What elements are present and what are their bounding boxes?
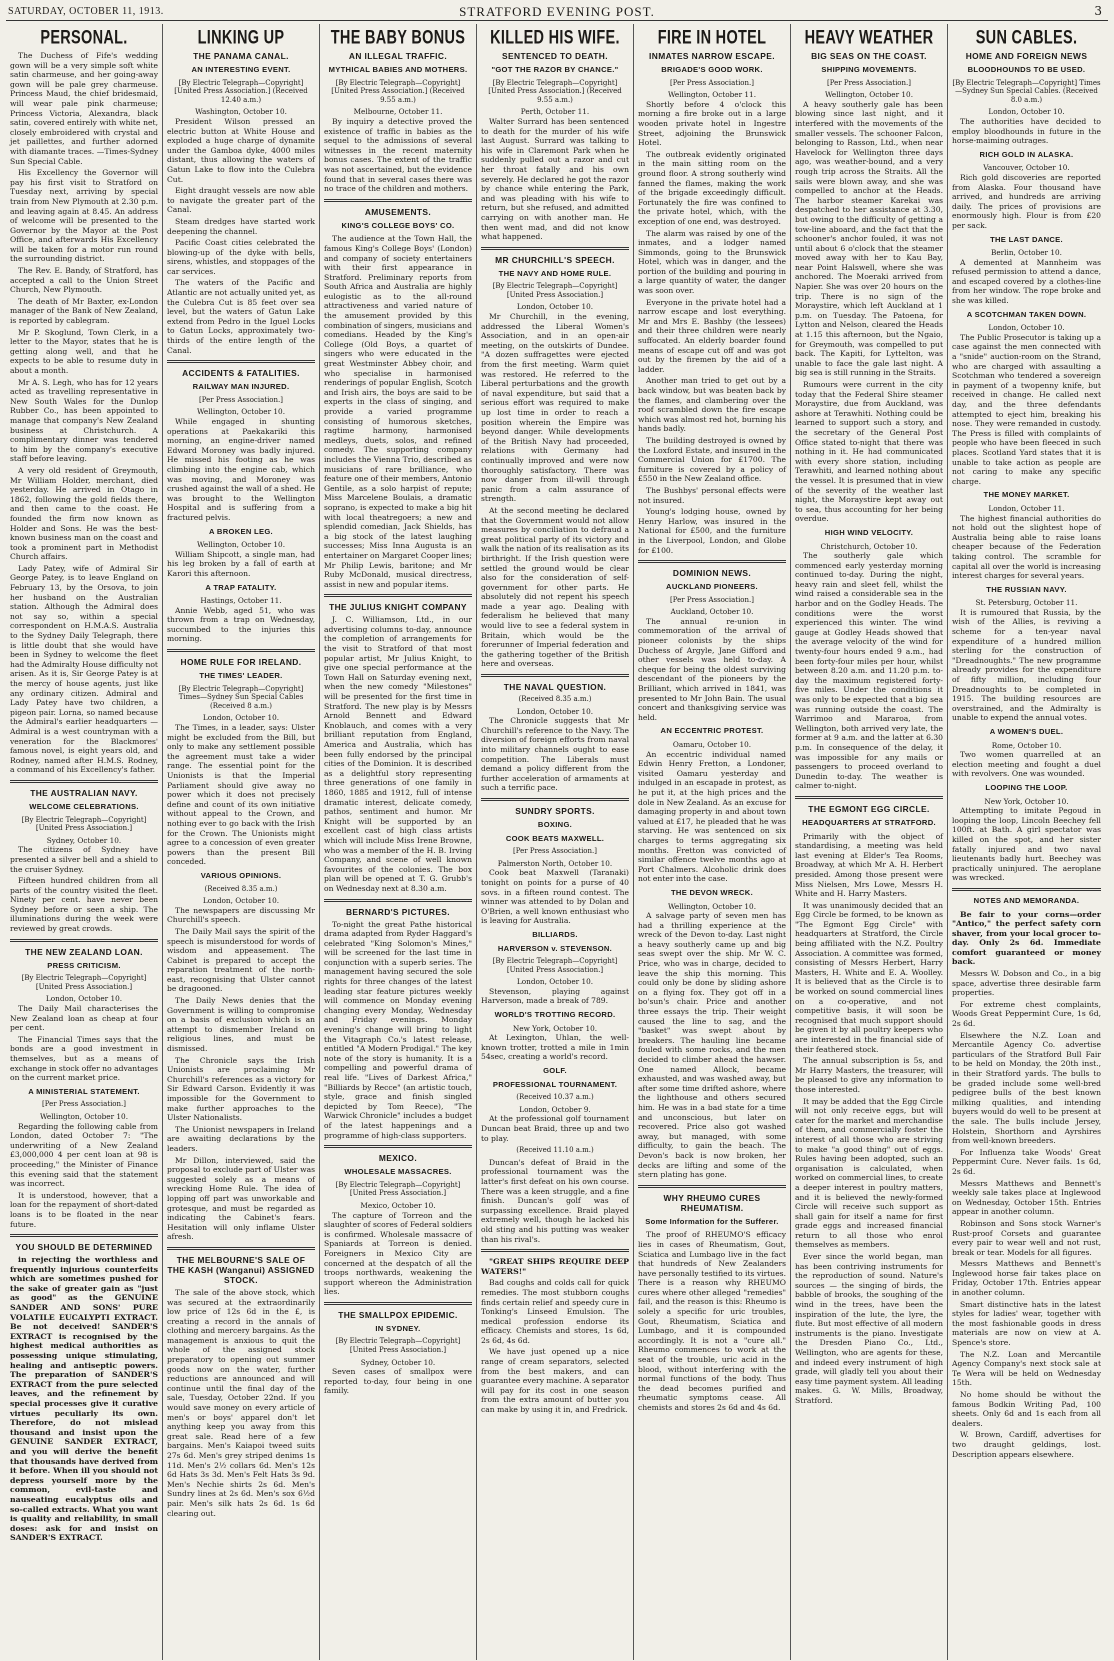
paragraph: The proof of RHEUMO'S efficacy lies in cases of Rheumatism, Gout, Sciatica and Lumbago live in the fact that hundreds of New Zealanders have personally testified to its virtues. There is a reason why RHEUMO cures where other alleged "remedies" fail, and the reason is this: Rheumo is solely a specific for uric troubles, Gout, Rheumatism, Sciatica and Lumbago, and it is compounded accordingly. It is not a "cure all." Rheumo commences to work at the seat of the trouble, uric acid in the blood, without interfering with the normal functions of the body. Thus the dead becomes purified and rheumatic symptoms cease. All chemists and stores 2s 6d and 4s 6d.: [638, 1230, 786, 1412]
dateline: London, October 10.: [202, 713, 280, 723]
paragraph: The Duchess of Fife's wedding gown will be a very simple soft white satin charmeuse, and her going-away gown will be pale grey charmeuse. Princess Maud, the chief bridesmaid, will wear pale pink charmeuse; Princess Victoria, Alexandra, black satin, covered entirely with white net, closely embroidered with crystal and jet paillettes, and further adorned with diamante traces. —Times-Sydney Sun Special Cable.: [10, 51, 158, 166]
paragraph: The waters of the Pacific and Atlantic are not actually united yet, as the Culebra Cut is 85 feet over sea level, but the waters of Gatun Lake extend from Pedro in the Iguel Locks to Gatun Locks, approximately two-thirds of the entire length of the Canal.: [167, 278, 315, 355]
section-divider: [10, 780, 158, 783]
dateline: Wellington, October 10.: [196, 540, 286, 550]
subheadline: A SCOTCHMAN TAKEN DOWN.: [966, 309, 1087, 319]
section-headline: HOME AND FOREIGN NEWS: [965, 51, 1088, 61]
subheadline: IN SYDNEY.: [375, 1323, 421, 1333]
section-headline: MEXICO.: [378, 1153, 418, 1164]
wire-credit: [Per Press Association.]: [670, 78, 754, 87]
section-divider: [324, 199, 472, 202]
paragraph: Messrs W. Dobson and Co., in a big space, advertise three desirable farm properties.: [952, 969, 1101, 998]
paragraph: Robinson and Sons stock Warner's Rust-proof Corsets and guarantee every pair to wear well and not rust, break or tear. Models for all figures.: [952, 1218, 1101, 1257]
dateline: London, October 10.: [988, 107, 1065, 117]
subheadline: WORLD'S TROTTING RECORD.: [494, 1010, 616, 1020]
wire-credit: [By Electric Telegraph—Copyright] [United Press Association.]: [492, 282, 618, 299]
paragraph: Elsewhere the N.Z. Loan and Mercantile Agency Co. advertise particulars of the Stratford Bull Fair to be held on Monday, the 20th inst., in their Stratford yards. The bulls to be graded include some well-bred pedigree bulls of the best known milking qualities, and intending buyers would do well to be present at the sale. The bulls include Jersey, Holstein, Shorthorn and Ayrshires from well-known breeders.: [952, 1030, 1101, 1146]
subheadline: "GOT THE RAZOR BY CHANCE.": [491, 65, 619, 74]
paragraph: The outbreak evidently originated in the main sitting room on the ground floor. A strong southerly wind fanned the flames, making the work of the brigade exceedingly difficult. Fortunately the fire was confined to the private hotel, which, with the exception of one end, was destroyed.: [638, 149, 786, 226]
wire-credit: (Received 11.10 a.m.): [516, 1146, 594, 1155]
paragraph: The Daily Mail characterises the New Zealand loan as cheap at four per cent.: [10, 1004, 158, 1033]
column-5: [634, 24, 791, 1660]
column-2: [163, 24, 320, 1660]
paragraph: Mr Churchill, in the evening, addressed the Liberal Women's Association, and in an open-air meeting, on the outskirts of Dundee. "A dozen suffragettes were ejected from the first meeting. Warm quiet was restored. He referred to the Liberal perturbations and the growth of naval expenditure, but said that a serious effort was required to make up lost time in order to reach a position wherein the Empire was beyond danger. While developments of the British Navy had proceeded, relations with Germany had continually improved and were now thoroughly satisfactory. There was now danger from ill-will through panic from a calm assurance of strength.: [481, 312, 629, 504]
subheadline: WELCOME CELEBRATIONS.: [29, 801, 139, 811]
article-columns: [6, 24, 1108, 1660]
subheadline: AN ECCENTRIC PROTEST.: [660, 726, 764, 736]
subheadline: A MINISTERIAL STATEMENT.: [28, 1086, 140, 1096]
paragraph: Smart distinctive hats in the latest styles for ladies' wear, together with the most fashionable goods in dress materials are now on view at A. Spence's store.: [952, 1299, 1101, 1348]
subheadline: BLOODHOUNDS TO BE USED.: [967, 65, 1086, 74]
paragraph: Bad coughs and colds call for quick remedies. The most stubborn coughs finds certain relief and speedy cure in Tonking's Linseed Emulsion. The medical profession endorse its efficacy. Chemists and stores, 1s 6d, 2s 6d, 4s 6d.: [481, 1278, 629, 1345]
paragraph: At the professional golf tournament Duncan beat Braid, three up and two to play.: [481, 1114, 629, 1143]
section-divider: [481, 1249, 629, 1252]
wire-credit: (Received 8.35 a.m.): [204, 884, 278, 893]
section-divider: [10, 1234, 158, 1237]
paragraph: At the second meeting he declared that the Government would not allow measures by conciliation to defraud a great political party of its victory and walk the nation of its realisation as its birthright. If the Irish question were settled the ground would be clear also for the consideration of self-government for other parts. He absolutely did not repent his speech made a year ago. Dealing with federalism he believed that many would live to see a federal system in Britain, which would be the forerunner of Imperial federation and the gathering together of the British here and overseas.: [481, 505, 629, 669]
paragraph: The alarm was raised by one of the inmates, and a lodger named Simmonds, going to the Brunswick Hotel, which was in danger, and the portion of the building and pouring in a large quantity of water, the danger was soon over.: [638, 228, 786, 296]
subheadline: THE LAST DANCE.: [990, 234, 1063, 244]
column-headline: FIRE IN HOTEL: [657, 27, 767, 49]
column-7: [948, 24, 1105, 1660]
paragraph: The citizens of Sydney have presented a silver bell and a shield to the cruiser Sydney.: [10, 845, 158, 874]
subheadline: A TRAP FATALITY.: [205, 582, 277, 592]
paragraph: Eight draught vessels are now able to navigate the greater part of the Canal.: [167, 186, 315, 215]
dateline: Christchurch, October 10.: [820, 541, 918, 551]
paragraph: The death of Mr Baxter, ex-London manager of the Bank of New Zealand, is reported by cablegram.: [10, 296, 158, 326]
column-1: [6, 24, 163, 1660]
section-divider: [324, 1302, 472, 1305]
dateline: Rome, October 10.: [991, 740, 1062, 750]
subheadline: BOXING.: [537, 819, 573, 829]
paragraph: It was unanimously decided that an Egg Circle be formed, to be known as "The Egmont Egg Circle" with headquarters at Stratford, the Circle being affiliated with the N.Z. Poultry Association. A committee was formed, consisting of Messrs Herbert, Harry Masters, H. White and E. A. Woolley. It is believed that as the Circle is to be worked on sound commercial lines on a co-operative, and not competitive basis, it will soon be recognised that much support should be given it by all poultry keepers who are interested in the financial side of their feathered stock.: [795, 900, 943, 1054]
paragraph: A demented at Mannheim was refused permission to attend a dance, and escaped covered by a clothes-line from her window. The rope broke and she was killed.: [952, 257, 1101, 306]
section-headline: WHY RHEUMO CURES RHEUMATISM.: [663, 1192, 761, 1213]
section-divider: [324, 594, 472, 597]
section-divider: [638, 560, 786, 563]
paragraph: Walter Surrard has been sentenced to death for the murder of his wife last August. Surrard was talking to his wife in Claremont Park when he suddenly pulled out a razor and cut her throat fatally and his own severely. He declared he got the razor by chance while entering the Park, and was pleading with his wife to return, but she refused, and admitted carrying on with another man. He then went mad, and did not know what happened.: [481, 116, 629, 242]
section-headline: SENTENCED TO DEATH.: [502, 51, 608, 61]
section-divider: [167, 649, 315, 652]
subheadline: A BROKEN LEG.: [209, 526, 273, 536]
paragraph: Messrs Matthews and Bennett's Inglewood horse fair takes place on Friday, October 17th. Entries appear in another column.: [952, 1259, 1101, 1298]
section-headline: ACCIDENTS & FATALITIES.: [182, 368, 300, 379]
paragraph: His Excellency the Governor will pay his first visit to Stratford on Tuesday next, arriving by special train from New Plymouth at 2.30 p.m. and leaving again at 8.45. An address of welcome will be presented to the Governor by the Mayor at the Post Office, and afterwards His Excellency will be taken for a motor run round the surrounding district.: [10, 168, 158, 264]
dateline: Wellington, October 11.: [667, 90, 757, 100]
column-4: [477, 24, 634, 1660]
paragraph: The Daily Mail says the spirit of the speech is misunderstood for words of wisdom and appeasement. The Cabinet is prepared to accept the reparation treatment of the north-east, recognising that Ulster cannot be dragooned.: [167, 926, 315, 994]
section-divider: [324, 1145, 472, 1148]
paragraph: While engaged in shunting operations at Paekakariki this morning, an engine-driver named Edward Moroney was badly injured. He missed his footing as he was climbing into the engine cab, which was moving, and Moroney was crushed against the wall of a shed. He was brought to the Wellington Hospital and is suffering from a fractured pelvis.: [167, 417, 315, 522]
dateline: Auckland, October 10.: [670, 607, 754, 617]
masthead: [6, 4, 1108, 21]
dateline: London, October 9.: [519, 1104, 591, 1114]
wire-credit: [Per Press Association.]: [827, 78, 911, 87]
paragraph: The Financial Times says that the bonds are a good investment in themselves, but as a means of exchange in stock offer no advantages on the current market price.: [10, 1034, 158, 1083]
issue-date: SATURDAY, OCTOBER 11, 1913.: [8, 6, 164, 17]
subheadline: PROFESSIONAL TOURNAMENT.: [492, 1079, 618, 1089]
paragraph: A salvage party of seven men has had a thrilling experience at the wreck of the Devon to-day. Last night a heavy southerly came up and big seas swept over the ship. Mr W. C. Price, who was in charge, decided to leave the ship this morning. This could only be done by sliding ashore on a flying fox. They got off in a bo'sun's chair. Price and another three essays the trip. Their weight caused the line to sag, and the "basket" was swept about by breakers. The hauling line became fouled with some rocks, and the men decided to climber ahead the hawser. One named Allock, became exhausted, and was washed away, but after some time drifted ashore, where the lighthouse and others secured him. He was in a bad state for a time and unconscious, but later on recovered. Price also got washed away, but managed, with some difficulty, to gain the beach. The Devon's back is now broken, her decks are lifting and some of the stern plating has gone.: [638, 911, 786, 1180]
section-divider: [10, 939, 158, 942]
paragraph: For extreme chest complaints, Woods Great Peppermint Cure, 1s 6d, 2s 6d.: [952, 999, 1101, 1029]
paragraph: A heavy southerly gale has been blowing since last night, and it interfered with the movements of the smaller vessels. The schooner Falcon, belonging to Rasson, Ltd., when near Havelock for Wellington three days ago, was weather-bound, and a very rough trip across the Straits. All the sails were blown away, and she was compelled to anchor at the Heads. The harbor steamer Karekai was despatched to her assistance at 3.30, but owing to the difficulty of getting a tow-line aboard, and the fact that the schooner's anchor fouled, it was not until about 6 o'clock that the steamer moved away with her to Kau Bay, near Point Halswell, where she was anchored. The Moeraki arrived from Napier. She was over 20 hours on the trip. There is no sign of the Moraystire, which left Auckland at 1 p.m. on Tuesday. The Patoena, for Lytton and Nelson, cleared the Heads at 1.15 this afternoon, but the Ngaio, for Greymouth, was compelled to put back. The Kapiti, for Lyttelton, was unable to face the gale last night. A big sea is still running in the Straits.: [795, 99, 943, 378]
paragraph: W. Brown, Cardiff, advertises for two draught geldings, lost. Description appears elsewhere.: [952, 1430, 1101, 1459]
section-divider: [952, 888, 1101, 891]
column-headline: LINKING UP: [197, 27, 285, 49]
wire-credit: [By Electric Telegraph—Copyright] [United Press Association.]: [335, 1180, 461, 1198]
paragraph: The building destroyed is owned by the Loxford Estate, and insured in the Commercial Union for £1700. The furniture is covered by a policy of £550 in the New Zealand office.: [638, 435, 786, 484]
section-headline: THE AUSTRALIAN NAVY.: [30, 787, 138, 798]
paragraph: Attempting to imitate Pegoud in looping the loop, Lincoln Beechey fell 100ft. at Bath. A girl spectator was killed on the spot, and her sister fatally injured and two naval lieutenants badly hurt. Beechey was practically uninjured. The aeroplane was wrecked.: [952, 806, 1101, 883]
dateline: London, October 10.: [202, 896, 280, 906]
wire-credit: [Per Press Association.]: [42, 1100, 126, 1109]
dateline: Washington, October 10.: [195, 107, 287, 117]
section-headline: THE NAVAL QUESTION.: [503, 682, 607, 693]
page-number: 3: [1094, 4, 1102, 18]
paragraph: Steam dredges have started work deepening the channel.: [167, 216, 315, 236]
paragraph: The Times, in a leader, says: Ulster might be excluded from the Bill, but only to make any settlement possible the agreement must take a wider range. The essential point for the Unionists is that the Imperial Parliament should give away no power which it does not precisely define and count of its own initiative without appeal to the Crown, and nothing ever to go back with the Irish for the Crown. The Unionists might agree to a concession of even greater powers than the present Bill conceded.: [167, 723, 315, 867]
section-headline: MR CHURCHILL'S SPEECH.: [495, 254, 615, 265]
wire-credit: [By Electric Telegraph—Copyright] [United Press Association.]: [335, 1337, 461, 1355]
paragraph: Stevenson, playing against Harverson, made a break of 789.: [481, 986, 629, 1006]
section-headline: YOU SHOULD BE DETERMINED: [15, 1242, 153, 1253]
advertisement: Be fair to your corns—order "Antico," the perfect safety corn shaver, from your local grocer to-day. Only 2s 6d. Immediate comfort guaranteed or money back.: [952, 909, 1101, 967]
section-headline: AN ILLEGAL TRAFFIC.: [348, 51, 448, 61]
dateline: London, October 10.: [516, 977, 594, 987]
paragraph: The Rev. E. Bandy, of Stratford, has accepted a call to the Union Street Church, New Plymouth.: [10, 266, 158, 295]
dateline: London, October 11.: [988, 503, 1065, 513]
wire-credit: [By Electric Telegraph—Copyright] [United Press Association.]: [21, 815, 147, 833]
section-headline: BIG SEAS ON THE COAST.: [811, 51, 927, 61]
paragraph: Fifteen hundred children from all parts of the country visited the fleet. Ninety per cent. have never been Sydney before or seen a ship. The illuminations during the week were reviewed by great crowds.: [10, 876, 158, 934]
wire-credit: (Received 8.35 a.m.): [518, 695, 592, 704]
section-divider: [167, 1247, 315, 1250]
subheadline: PRESS CRITICISM.: [47, 960, 121, 970]
advertisement: "GREAT SHIPS REQUIRE DEEP WATERS!": [481, 1257, 629, 1276]
dateline: Hastings, October 11.: [200, 596, 282, 606]
paragraph: The annual re-union in commemoration of the arrival of pioneer colonists by the ships Duchess of Argyle, Jane Gifford and other vessels was held to-day. A cheque for being the oldest surviving descendant of the pioneers by the Brilliant, which arrived in 1841, was presented to Mr John Bain. The usual concert and thanksgiving service was held.: [638, 616, 786, 722]
paragraph: Primarily with the object of standardising, a meeting was held last evening at Elder's Tea Rooms, Broadway, at which Mr A. H. Herbert presided. Among those present were Miss Nielsen, Mrs Lowe, Messrs H. White and H. Harry Masters.: [795, 831, 943, 899]
section-headline: THE JULIUS KNIGHT COMPANY: [329, 602, 467, 613]
section-headline: AMUSEMENTS.: [364, 206, 432, 217]
paragraph: The highest financial authorities do not hold out the slightest hope of Australia being able to raise loans cheaper because of the Federation taking control. The scramble for capital all over the world is increasing interest charges for several years.: [952, 513, 1101, 581]
paragraph: At Lexington, Uhlan, the well-known trotter, trotted a mile in 1min 54sec, creating a world's record.: [481, 1033, 629, 1062]
paragraph: Cook beat Maxwell (Taranaki) tonight on points for a purse of 40 sovs. in a fifteen round contest. The winner was attended to by Dolan and O'Brien, a well known enthusiast who is leaving for Australia.: [481, 868, 629, 926]
dateline: Wellington, October 10.: [39, 1111, 129, 1121]
paragraph: Rumours were current in the city today that the Federal Shire steamer Moraystire, due from Auckland, was ashore at Terawhiti. Nothing could be learned to support such a story, and the secretary of the General Post Office stated to-night that there was nothing in it. He had communicated with every shore station, including Terawhiti, and learned nothing about the vessel. It is presumed that in view of the severity of the weather last night, the Moraystire kept away out to sea, thus accounting for her being overdue.: [795, 380, 943, 524]
subheadline: THE TIMES' LEADER.: [199, 671, 283, 681]
paragraph: Annie Webb, aged 51, who was thrown from a trap on Wednesday, succumbed to the injuries this morning.: [167, 605, 315, 644]
subheadline: KING'S COLLEGE BOYS' CO.: [341, 220, 455, 230]
subheadline: AN INTERESTING EVENT.: [191, 65, 291, 74]
paragraph: Rich gold discoveries are reported from Alaska. Four thousand have arrived, and hundreds are arriving daily. The prices of provisions are enormously high. Flour is from £20 per sack.: [952, 172, 1101, 230]
paragraph: Mr Dillon, interviewed, said the proposal to exclude part of Ulster was suggested solely as a means of wrecking Home Rule. The idea of lopping off part was unworkable and grotesque, and must be regarded as indicating the Cabinet's fears. Hesitation will only inflame Ulster afresh.: [167, 1155, 315, 1242]
paragraph: We have just opened up a nice range of cream separators, selected from the best makers, and can guarantee every machine. A separator will pay for its cost in one season from the extra amount of butter you can make by using it in, and Fredrick.: [481, 1347, 629, 1415]
subheadline: MYTHICAL BABIES AND MOTHERS.: [328, 65, 468, 74]
paragraph: Pacific Coast cities celebrated the blowing-up of the dyke with bells, sirens, whistles, and stoppages of the car services.: [167, 238, 315, 276]
subheadline: GOLF.: [543, 1066, 567, 1076]
wire-credit: (Received 10.37 a.m.): [516, 1093, 594, 1102]
dateline: Wellington, October 10.: [824, 90, 914, 100]
section-headline: THE EGMONT EGG CIRCLE.: [808, 803, 930, 814]
section-divider: [638, 1185, 786, 1188]
section-headline: HOME RULE FOR IRELAND.: [180, 657, 302, 668]
paragraph: By inquiry a detective proved the existence of traffic in babies as the sequel to the admissions of several witnesses in the recent maternity bonus cases. The extent of the traffic was not ascertained, but the evidence found that in several cases there was no trace of the children and mothers.: [324, 116, 472, 194]
section-headline: DOMINION NEWS.: [672, 568, 752, 579]
section-headline: BERNARD'S PICTURES.: [345, 906, 451, 917]
section-divider: [481, 674, 629, 677]
column-headline: SUN CABLES.: [975, 27, 1078, 49]
subheadline: VARIOUS OPINIONS.: [200, 870, 282, 880]
paragraph: Duncan's defeat of Braid in the professional tournament was the latter's first defeat on his own course. There was a keen struggle, and a fine finish. Duncan's golf was of surpassing excellence. Braid played extremely well, though he lacked his old sting and his putting was weaker than his rival's.: [481, 1157, 629, 1244]
section-divider: [481, 798, 629, 801]
wire-credit: [Per Press Association.]: [513, 847, 597, 856]
paragraph: The Daily News denies that the Government is willing to compromise on a basis of exclusion which is an attempt to dismember Ireland on religious lines, and must be dismissed.: [167, 996, 315, 1054]
paragraph: Regarding the following cable from London, dated October 7: "The underwriting of a New Zealand £3,000,000 4 per cent loan at 98 is proceeding," the Minister of Finance this evening said that the statement was incorrect.: [10, 1121, 158, 1189]
dateline: Palmerston North, October 10.: [497, 858, 613, 868]
paragraph: Mr P. Skoglund, Town Clerk, in a letter to the Mayor, states that he is getting along well, and that he expects to be able to resume duty in about a month.: [10, 327, 158, 375]
subheadline: WHOLESALE MASSACRES.: [344, 1167, 452, 1177]
subheadline: THE MONEY MARKET.: [983, 490, 1070, 500]
subheadline: SHIPPING MOVEMENTS.: [821, 65, 917, 74]
dateline: Mexico, October 10.: [360, 1200, 436, 1210]
dateline: Vancouver, October 10.: [983, 163, 1070, 173]
column-6: [791, 24, 948, 1660]
section-headline: THE PANAMA CANAL.: [193, 51, 289, 61]
subheadline: BRIGADE'S GOOD WORK.: [661, 65, 763, 74]
paragraph: The newspapers are discussing Mr Churchill's speech.: [167, 905, 315, 925]
paragraph: The N.Z. Loan and Mercantile Agency Company's next stock sale at Te Wera will be held on Wednesday 15th.: [952, 1349, 1101, 1388]
section-headline: THE MELBOURNE'S SALE OF THE KASH (Wanganui) ASSIGNED STOCK.: [167, 1254, 315, 1285]
paragraph: The capture of Torreon and the slaughter of scores of Federal soldiers is confirmed. Wholesale massacre of Spaniards at Torreon is denied. Foreigners in Mexico City are concerned at the despatch of all the troops northwards, weakening the support whereon the Administration lies.: [324, 1210, 472, 1297]
dateline: St. Petersburg, October 11.: [975, 598, 1078, 608]
wire-credit: [By Electric Telegraph—Copyright] [United Press Association.] (Received 12.40 a.m.): [174, 78, 308, 104]
dateline: London, October 10.: [516, 706, 594, 716]
paragraph: An eccentric individual named Edwin Henry Fretton, a Londoner, visited Oamaru yesterday and indulged in an escapade in protest, as he put it, at the high prices and the dole in New Zealand. As an excuse for damaging property in and about town valued at £17, he pleaded that he was starving. He was sentenced on six charges to terms aggregating six months. Fretton was convicted of similar offence twelve months ago at Port Chalmers. Alcoholic drink does not enter into the case.: [638, 749, 786, 884]
paragraph: The authorities have decided to employ bloodhounds in future in the horse-maiming outrages.: [952, 116, 1101, 146]
paragraph: The southerly gale which commenced early yesterday morning continued to-day. During the night, heavy rain and sleet fell, whilst the wind raised a considerable sea in the harbor and on the Godley Heads. The conditions were the worst experienced this winter. The wind gauge at Godley Heads showed that the average velocity of the wind for twenty-four hours ended 9 a.m., had been forty-four miles per hour, whilst between 8.20 a.m. and 11.20 p.m. to-day the maximum registered forty-five miles. Under the conditions it was only to be expected that a big sea was running outside the coast. The Warrimoo and Mararoa, from Wellington, both arrived very late, the former at 9 a.m. and the latter at 6.30 p.m. In consequence of the delay, it was impossible for any mails or passengers to proceed overland to Dunedin to-day. The weather is calmer to-night.: [795, 551, 943, 791]
paragraph: Two women quarrelled at an election meeting and fought a duel with revolvers. One was wounded.: [952, 750, 1101, 779]
subheadline: HARVERSON v. STEVENSON.: [497, 943, 613, 953]
paragraph: President Wilson pressed an electric button at White House and exploded a huge charge of dynamite under the Gamboa dyke, 4000 miles distant, thus allowing the waters of Gatun Lake to flow into the Culebra Cut.: [167, 116, 315, 184]
subheadline: HEADQUARTERS AT STRATFORD.: [802, 817, 936, 827]
subheadline: HIGH WIND VELOCITY.: [824, 527, 914, 537]
section-headline: SUNDRY SPORTS.: [515, 805, 595, 816]
subheadline: RAILWAY MAN INJURED.: [192, 382, 290, 392]
paragraph: The Public Prosecutor is taking up a case against the men connected with a "snide" auction-room on the Strand, who are charged with assaulting a Scotchman who tendered a sovereign in payment of a twopenny knife, but received in change. He called next day, and the three defendants attempted to eject him, breaking his nose. They were remanded in custody. The Press is filled with complaints of people who have been fleeced in such places. Scotland Yard states that it is unable to take action as people are not caring to make any specific charge.: [952, 332, 1101, 486]
paragraph: The Chronicle says the Irish Unionists are proclaiming Mr Churchill's references as a victory for Sir Edward Carson. Evidently it was impossible for the Government to make further approaches to the Ulster Nationalists.: [167, 1055, 315, 1123]
dateline: New York, October 10.: [512, 1023, 598, 1033]
subheadline: A WOMEN'S DUEL.: [989, 727, 1064, 736]
section-divider: [481, 247, 629, 250]
section-divider: [324, 899, 472, 902]
paragraph: Shortly before 4 o'clock this morning a fire broke out in a large wooden private hotel in Ingestre Street, adjoining the Brunswick Hotel.: [638, 99, 786, 148]
wire-credit: [By Electric Telegraph—Copyright] [United Press Association.] (Received 9.55 a.m.): [331, 78, 465, 104]
paragraph: It may be added that the Egg Circle will not only receive eggs, but will cater for the market and merchandise of them, and commercially foster the interest of all those who are striving to make "a good thing" out of eggs. Rules having been adopted, such an organisation is calculated, when worked on commercial lines, to create a deeper interest in poultry matters, and it is believed the newly-formed Circle will receive such support as shall gain for itself a name for first grade eggs and increased financial return to all those who enrol themselves as members.: [795, 1096, 943, 1250]
column-headline: KILLED HIS WIFE.: [490, 27, 620, 49]
dateline: Berlin, October 10.: [991, 248, 1062, 258]
dateline: London, October 10.: [516, 302, 594, 312]
dateline: Sydney, October 10.: [46, 835, 122, 845]
dateline: Perth, October 11.: [520, 107, 590, 117]
dateline: Sydney, October 10.: [360, 1357, 436, 1367]
section-headline: THE SMALLPOX EPIDEMIC.: [338, 1309, 458, 1320]
wire-credit: [By Electric Telegraph—Copyright] [United Press Association.]: [21, 974, 147, 991]
dateline: London, October 10.: [45, 994, 123, 1004]
wire-credit: [By Electric Telegraph—Copyright] [United Press Association.] (Received 9.55 a.m.): [488, 78, 622, 104]
column-3: [320, 24, 477, 1660]
paragraph: J. C. Williamson, Ltd., in our advertising columns to-day, announce the completion of arrangements for the visit to Stratford of that most popular artist, Mr Julius Knight, to give one special performance at the Town Hall on Saturday evening next, when the new comedy "Milestones" will be presented for the first time in Stratford. The new play is by Messrs Arnold Bennett and Edward Knoblauch, and comes with a very brilliant reputation from England, America and Australia, which has been fully endorsed by the principal cities of the Dominion. It is described as a delightful story representing three generations of one family in 1860, 1885 and 1912, full of intense dramatic interest, delicate comedy, pathos, sentiment and humor. Mr Knight will be supported by an excellent cast of high class artists which will include Miss Irene Browne, who was a member of the H. B. Irving Company, and scene of well known favourites of the colonies. The box plan will be opened at T. G. Grubb's on Wednesday next at 8.30 a.m.: [324, 615, 472, 893]
paragraph: Lady Patey, wife of Admiral Sir George Patey, is to leave England on February 13, by the Orsova, to join her husband on the Australian station. Although the Admiral does not say so, within a special correspondent on H.M.A.S. Australia to the Sydney Daily Telegraph, there is little doubt that she would have been in Sydney to welcome the fleet had the Admiralty House difficulty not arisen. As it is, Sir George Patey is at the mercy of house agents, just like any ordinary citizen. Admiral and Lady Patey have two children, a pigeon pair. Lorna, so named because the Admiral's earlier headquarters — Admiral is a west countryman with a veneration for the Blackmores' famous novel, is eight years old, and Rodney, named after H.M.S. Rodney, a command of his Excellency's father.: [10, 563, 158, 775]
paragraph: The Unionist newspapers in Ireland are awaiting declarations by the leaders.: [167, 1124, 315, 1153]
subheadline: RICH GOLD IN ALASKA.: [979, 149, 1074, 159]
paragraph: It is understood, however, that a loan for the repayment of short-dated loans is to be floated in the near future.: [10, 1190, 158, 1229]
paragraph: For Influenza take Woods' Great Peppermint Cure. Never fails. 1s 6d, 2s 6d.: [952, 1147, 1101, 1176]
subheadline: THE RUSSIAN NAVY.: [986, 584, 1067, 594]
subheadline: Some Information for the Sufferer.: [645, 1216, 779, 1226]
paragraph: Mr A. S. Legh, who has for 12 years acted as travelling representative in New South Wales for the Dunlop Rubber Co., has been appointed to manage that company's New Zealand business at Christchurch. A complimentary dinner was tendered to him by the company's executive staff before leaving.: [10, 377, 158, 464]
subheadline: AUCKLAND PIONEERS.: [666, 582, 758, 592]
dateline: London, October 10.: [988, 323, 1065, 333]
paragraph: To-night the great Pathe historical drama adapted from Ryder Haggard's celebrated "King Solomon's Mines," will be screened for the last time in conjunction with a superb series. The management having secured the sole rights for three changes of the latest leading star feature pictures weekly will commence on Monday evening changing every Monday, Wednesday and Friday evenings. Monday evening's change will bring to light the Vitagraph Co.'s latest release, entitled "A Modern Prodigal." The key note of the story is humanity. It is a compelling and powerful drama of real life. "Lives of Darkest Africa," "Billiards by Recce" (an artistic touch, style, grace and finish singled depicted by Tom Reece), "The Warwick Chronicle" includes a budget of the latest happenings and a programme of high-class supporters.: [324, 919, 472, 1140]
wire-credit: [Per Press Association.]: [670, 595, 754, 604]
dateline: Wellington, October 10.: [667, 901, 757, 911]
wire-credit: [By Electric Telegraph—Copyright] Times—Sydney Sun Special Cables. (Received 8.0 a.m.): [952, 78, 1101, 104]
column-headline: THE BABY BONUS: [330, 27, 466, 49]
paragraph: A very old resident of Greymouth, Mr William Holder, merchant, died yesterday. He arrived in Otago in 1862, following the gold fields there, and then came to the coast. He founded the firm now known as Holder and Sons. He was the best-known business man on the coast and took a prominent part in Methodist Church affairs.: [10, 465, 158, 562]
section-headline: INMATES NARROW ESCAPE.: [649, 51, 775, 61]
dateline: Wellington, October 10.: [196, 407, 286, 417]
paragraph: The Chronicle suggests that Mr Churchill's reference to the Navy. The diversion of foreign efforts from naval into military channels ought to ease competition. The Liberals must demand a policy different from the further acceleration of armaments at such a terrific pace.: [481, 716, 629, 793]
dateline: New York, October 10.: [984, 796, 1069, 806]
dateline: Oamaru, October 10.: [672, 740, 752, 749]
paragraph: Seven cases of smallpox were reported to-day, four being in one family.: [324, 1367, 472, 1396]
paragraph: The Bushbys' personal effects were not insured.: [638, 485, 786, 505]
subheadline: THE NAVY AND HOME RULE.: [498, 268, 612, 278]
paragraph: The audience at the Town Hall, the famous King's College Boys' (London) and company of society entertainers with their first appearance in Stratford. Preliminary reports from South Africa and Australia are highly eulogistic as to the all-round attractiveness and varied nature of the amusement provided by this combination of singers, musicians and comedians. Headed by the King's College (Old Boys, a quartet of singers who were educated in the great Westminster Abbey choir, and who specialise in harmonised renderings of popular English, Scotch and Irish airs, the boys are said to be experts in the class of singing, and provide a varied programme consisting of humorous sketches, ragtime harmony, harmonised medleys, duets, solos, and refined comedy. The supporting company includes the Vienna Trio, described as musicians of rare brilliance, who feature one of their members, Antonio Gentile, as a solo harpist of repute; Miss Marcelene Boulais, a dramatic soprano, is expected to make a big hit with local theatregoers; a new and splendid comedian, Jack Shields, has a big stock of the latest laughing successes; Miss Inna Augusta is an entertainer on Margaret Cooper lines; Mr Philip Lewis, baritone; and Mr Ruby McDonald, musical directress, assist in new and popular items.: [324, 234, 472, 589]
dateline: Melbourne, October 11.: [353, 107, 443, 117]
advertisement: in rejecting the worthless and frequently injurious counterfeits which are sometimes pushed for the sake of greater gain as "just as good" as the GENUINE SANDER AND SONS' PURE VOLATILE EUCALYPTI EXTRACT. Be not deceived! SANDER'S EXTRACT is recognised by the highest medical authorities as possessing unique stimulating, healing and antiseptic powers. The preparation of SANDER'S EXTRACT from the pure selected leaves, and the refinement by special processes give it curative virtues peculiarly its own. Therefore, do not mislead thousand and insist upon the GENUINE SANDER EXTRACT, and you will derive the benefit that thousands have derived from it before. When ill you should not depress yourself more by the common, evil-taste and nauseating eucalyptus oils and so-called extracts. What you want is quality and reliability, in small doses: ask for and insist on SANDER'S EXTRACT.: [10, 1255, 158, 1543]
column-headline: PERSONAL.: [40, 27, 128, 49]
wire-credit: [Per Press Association.]: [199, 395, 283, 404]
paragraph: Young's lodging house, owned by Henry Harlow, was insured in the National for £500, and the furniture in the Liverpool, London, and Globe for £100.: [638, 507, 786, 555]
wire-credit: [By Electric Telegraph—Copyright] [United Press Association.]: [492, 957, 618, 974]
section-divider: [167, 360, 315, 363]
paragraph: Ever since the world began, man has been contriving instruments for the reproduction of sound. Nature's sources — the singing of birds, the babble of brooks, the soughing of the wind in the trees, have been the inspiration of the lute, the lyre, the flute. But most effective of all modern instruments is the piano. Investigate the Dresden Piano Co., Ltd., Wellington, who are agents for these, and indeed every instrument of high grade, will gladly tell you about their easy time payment system. All leading makes. G. W. Mills, Broadway, Stratford.: [795, 1252, 943, 1405]
subheadline: COOK BEATS MAXWELL.: [505, 833, 605, 843]
paragraph: Everyone in the private hotel had a narrow escape and lost everything. Mr and Mrs E. Bashby (the lessees) and their three children were nearly suffocated. An elderly boarder found means of escape cut off and was got out by the firemen by the aid of a ladder.: [638, 297, 786, 374]
subheadline: BILLIARDS.: [532, 929, 578, 939]
newspaper-title: STRATFORD EVENING POST.: [459, 4, 655, 19]
paragraph: It is rumoured that Russia, by the wish of the Allies, is reviving a scheme for a ten-year naval expenditure of a hundred million sterling for the construction of "Dreadnoughts." The new programme already provides for the expenditure of fifty million, including four Dreadnoughts to be completed in 1915. The building resources are overstrained, and the Admiralty is unable to expend the annual votes.: [952, 607, 1101, 723]
paragraph: No home should be without the famous Bodkin Writing Pad, 100 sheets. Only 6d and 1s each from all dealers.: [952, 1390, 1101, 1428]
wire-credit: [By Electric Telegraph—Copyright] Times—Sydney Sun Special Cables (Received 8 a.m.): [178, 684, 304, 710]
section-divider: [795, 796, 943, 799]
subheadline: NOTES AND MEMORANDA.: [973, 895, 1080, 905]
paragraph: Messrs Matthews and Bennett's weekly sale takes place at Inglewood on Wednesday, October 15th. Entries appear in another column.: [952, 1178, 1101, 1217]
paragraph: The annual subscription is 5s, and Mr Harry Masters, the treasurer, will be pleased to give any information to those interested.: [795, 1056, 943, 1094]
paragraph: William Shipcott, a single man, had his leg broken by a fall of earth at Karori this afternoon.: [167, 549, 315, 578]
subheadline: THE DEVON WRECK.: [670, 887, 753, 897]
paragraph: The sale of the above stock, which was secured at the extraordinarily low price of 12s 6d in the £, is creating a record in the annals of clothing and mercery bargains. As the management is anxious to quit the whole of the assigned stock preparatory to opening out summer goods now on the water, further reductions are announced and will continue until the final day of the sale, Tuesday, October 22nd. If you would save money on every article of men's or boys' apparel don't let anything keep you away from this great sale. Read here of a few bargains. Men's Kaiapoi tweed suits 27s 6d. Men's grey striped denims 1s 11d. Men's 2½ collars 6d. Men's 12s 6d Hats 3s 3d. Men's Felt Hats 3s 9d. Men's Nechie shirts 2s 6d. Men's Sundry lines at 2s 6d. Men's sox 6½d pair. Men's silk hats 2s 6d. 1s 6d clearing out.: [167, 1287, 315, 1518]
section-headline: THE NEW ZEALAND LOAN.: [25, 946, 143, 957]
paragraph: Another man tried to get out by a back window, but was beaten back by the flames, and clambering over the roof scrambled down the fire escape which was almost red hot, burning his hands badly.: [638, 376, 786, 434]
column-headline: HEAVY WEATHER: [804, 27, 934, 49]
subheadline: LOOPING THE LOOP.: [985, 782, 1068, 792]
